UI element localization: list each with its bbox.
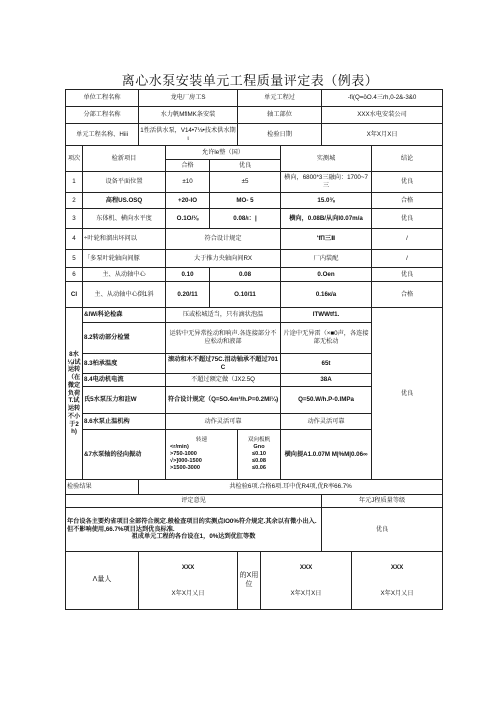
trial-measured: ITWWtf1.: [281, 308, 372, 323]
sig-mid-date: X年X月X日: [290, 589, 322, 597]
unit-proj-label: 单元工程名称、Hiii: [66, 124, 139, 146]
table-row: [66, 172, 443, 193]
table-row: [66, 229, 443, 250]
trial-item: 8.3柏承温度: [83, 354, 166, 374]
header-row-unit: [66, 90, 443, 107]
row-result: 合格: [372, 282, 443, 308]
trial-spec: 运转中无异常拴动和响声.各连接部分不应松动和液部: [166, 323, 281, 354]
trial-measured: 38A: [281, 374, 372, 387]
table-row: [66, 250, 443, 268]
summary-label: 检验结果: [66, 480, 139, 495]
row-measured: 0.Oen: [281, 268, 372, 282]
row-result: /: [372, 250, 443, 268]
sig-right-date: X年X月乂日: [380, 589, 414, 597]
table-row: [66, 193, 443, 209]
col-item-no: 项次: [66, 146, 83, 172]
trial-no-label: 8水⅛i试运转（在微定负荷T.试运转不小于2h): [66, 308, 83, 480]
row-measured: 'fΠ三Ⅱ: [281, 229, 372, 250]
unit-name-value: 龙电厂房工S: [139, 90, 238, 107]
row-qualified: +20-IO: [166, 193, 210, 209]
signature-row: [66, 552, 443, 610]
amplitude-values: Gno ≤0.10 ≤0.08 ≤0.06: [252, 444, 266, 471]
row-no: 6: [66, 268, 83, 282]
opinion-text-sub: 祖成单元工程的各台设在1，0%达到优肛等数: [131, 533, 256, 541]
row-measured: 横向，6800*3三融向：1700~7三: [281, 172, 372, 193]
quality-evaluation-table: [65, 89, 443, 610]
row-item: 主、从动轴中心: [83, 268, 166, 282]
part-name-value: 水力帆MflMK条安装: [139, 107, 238, 124]
axis-label: 轴工部位: [238, 107, 322, 124]
trial-item: 8.4电动机电流: [83, 374, 166, 387]
row-item: ÷叶轮和溜出坏问以: [83, 229, 166, 250]
row-qualified: ±10: [166, 172, 210, 193]
trial-item: &IWi科论检森: [83, 308, 166, 323]
summary-value: 共检验6项.合格6项.耳中优R4项,优R率66.7%: [139, 480, 443, 495]
header-row-unit-proj: [66, 124, 443, 146]
row-item: 东体机、横向水平度: [83, 209, 166, 229]
row-measured: 0.16к/a: [281, 282, 372, 308]
row-merged-spec: 大于推力央轴向间RX: [166, 250, 281, 268]
sig-mid-name: XXX: [299, 563, 313, 571]
col-measured: 实测城: [281, 146, 372, 172]
unit-proj-value: 1性活供水泵，V14•7⅛•技术供水期ι: [139, 124, 238, 146]
table-row: [66, 209, 443, 229]
axis-value: XXX水电安装公司: [322, 107, 443, 124]
speed-label: 转速: [195, 437, 208, 444]
trial-measured: 65t: [281, 354, 372, 374]
col-tolerance: 允许le整（国）: [166, 146, 281, 160]
trial-item: 8.6水泵止温机构: [83, 414, 166, 430]
grade-label: 年元J程质量等级: [322, 495, 443, 508]
row-result: 优良: [372, 268, 443, 282]
row-qualified: O.1O/⅛: [166, 209, 210, 229]
sig-right-block: [352, 552, 443, 610]
unit-name-label: 单位工程名称: [66, 90, 139, 107]
trial-spec: 滚动和木不超过75C.泪动轴承不超过701C: [166, 354, 281, 374]
trial-item: &7水泵轴的径向振动: [83, 430, 166, 480]
grade-value: 优良: [322, 508, 443, 552]
row-item: 「多泵叶轮轴向间豚: [83, 250, 166, 268]
check-date-value: X年X月X日: [322, 124, 443, 146]
col-check-item: 检新项目: [83, 146, 166, 172]
trial-result: 优良: [372, 308, 443, 480]
trial-measured: 横向提A1.0.07M M|%M|0.06∞: [281, 430, 372, 480]
opinion-label: 评定意见: [66, 495, 322, 508]
sig-mid-block: [261, 552, 352, 610]
opinion-text: [66, 508, 322, 552]
row-measured: 横向，0.08B/从向I0.07m/a: [281, 209, 372, 229]
row-excellent: 0.08: [210, 268, 281, 282]
summary-row: [66, 480, 443, 495]
trial-spec: 符合设计规定（Q=5O.4m³/h.P=0.2MI¼): [166, 387, 281, 414]
amplitude-label: 双向板帆: [247, 437, 271, 444]
row-excellent: MO- 5: [210, 193, 281, 209]
column-header-row: [66, 146, 443, 160]
evaluation-header-row: [66, 495, 443, 508]
row-merged-spec: 符合设计规定: [166, 229, 281, 250]
row-no: Cl: [66, 282, 83, 308]
sig-left-label: Λ量人: [66, 552, 139, 610]
part-name-label: 分部工程名称: [66, 107, 139, 124]
sig-left-block: [139, 552, 238, 610]
row-excellent: ±5: [210, 172, 281, 193]
row-item: 高程US.OSQ: [83, 193, 166, 209]
page-title: 离心水泵安装单元工程质量评定表（例表）: [121, 73, 379, 88]
trial-row: [66, 308, 443, 323]
row-qualified: 0.20/11: [166, 282, 210, 308]
row-item: 设备平面位置: [83, 172, 166, 193]
table-row: [66, 282, 443, 308]
trial-item: 8.2转动部分检置: [83, 323, 166, 354]
row-result: 优良: [372, 172, 443, 193]
sig-mid-label: 的X用位: [238, 552, 261, 610]
row-qualified: 0.10: [166, 268, 210, 282]
row-measured: 厂内装配: [281, 250, 372, 268]
unit-code-value: -fi(Q=ōO.4三rh,0-2&-3&0: [322, 90, 443, 107]
trial-spec: 不超过额定做（JX2.5Q: [166, 374, 281, 387]
trial-measured: 片途中无异雷（×■0声，各连接部无松动: [281, 323, 372, 354]
trial-item: 氏5水泵压力和註W: [83, 387, 166, 414]
col-qualified: 合格: [166, 160, 210, 172]
row-measured: 15.0⅜: [281, 193, 372, 209]
row-excellent: O.10/11: [210, 282, 281, 308]
row-no: 2: [66, 193, 83, 209]
evaluation-row: [66, 508, 443, 552]
sig-left-date: X年X月乂日: [171, 589, 205, 597]
speed-values: <r/min) >750-1000 √>]000-1500 >1500-3000: [170, 444, 202, 471]
table-row: [66, 268, 443, 282]
row-result: 优良: [372, 209, 443, 229]
trial-measured: Q=50.W/h.P-0.IMPa: [281, 387, 372, 414]
header-row-part: [66, 107, 443, 124]
trial-amplitude: [238, 430, 281, 480]
trial-measured: 动作灵活可靠: [281, 414, 372, 430]
row-no: 4: [66, 229, 83, 250]
sig-right-name: XXX: [390, 563, 404, 571]
row-no: 1: [66, 172, 83, 193]
trial-speed: [166, 430, 238, 480]
row-item: 主、从动轴中心倒1斜: [83, 282, 166, 308]
opinion-text-main: 年台设各主要灼省项目全部符合规定.般检查项目的实测点IO0%符介规定.其余以有微小出入.但不影响使用,66.7%项目达到优良标准.: [67, 517, 317, 533]
col-excellent: 优良: [210, 160, 281, 172]
trial-spec: 压或松城适当，只有滴状泡温: [166, 308, 281, 323]
row-no: 3: [66, 209, 83, 229]
sig-left-name: XXX: [181, 563, 195, 571]
trial-spec: 动作灵活可靠: [166, 414, 281, 430]
col-conclusion: 结论: [372, 146, 443, 172]
row-excellent: 0.08/ι：|: [210, 209, 281, 229]
unit-code-label: 单元工程过: [238, 90, 322, 107]
row-no: 5: [66, 250, 83, 268]
check-date-label: 检验日期: [238, 124, 322, 146]
row-result: 合格: [372, 193, 443, 209]
row-result: /: [372, 229, 443, 250]
